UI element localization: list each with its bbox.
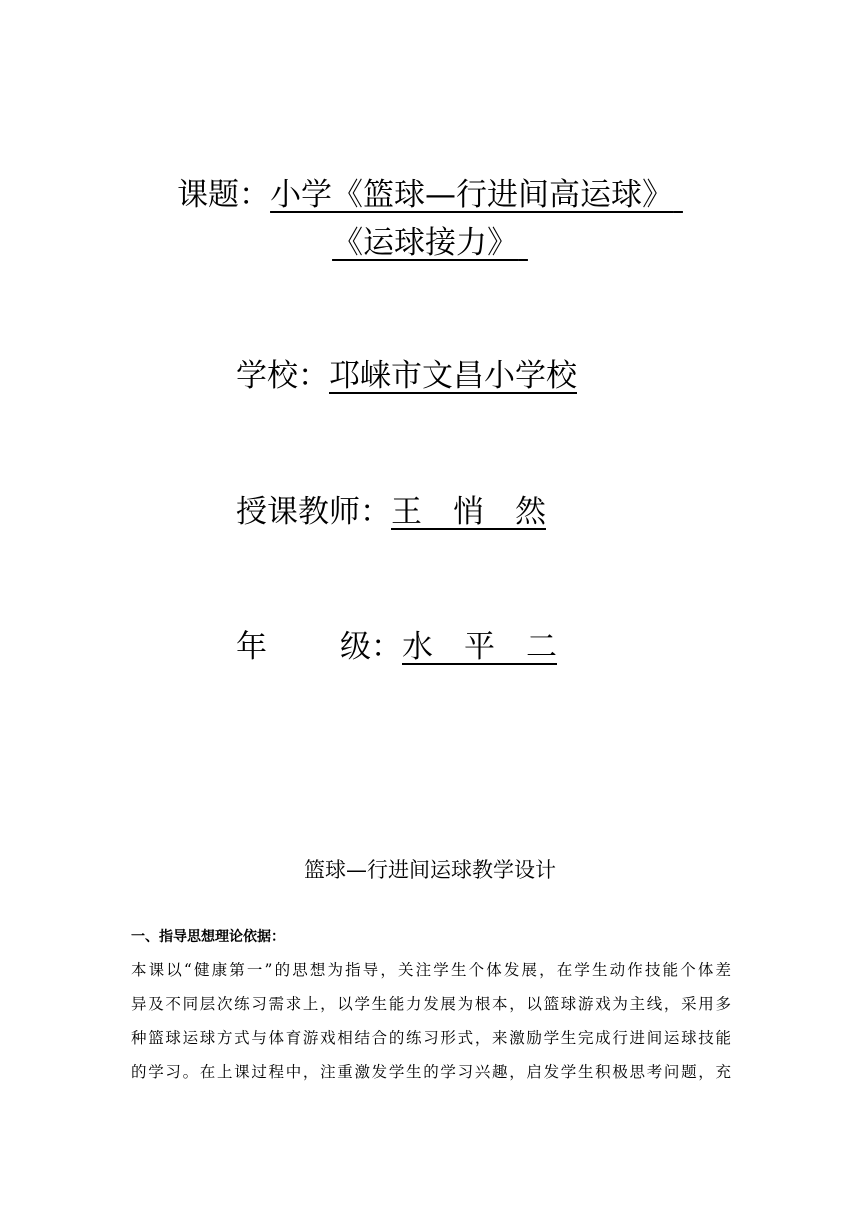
- cover-grade-value: 水 平 二: [402, 629, 557, 665]
- design-title: 篮球—行进间运球教学设计: [304, 858, 556, 882]
- cover-school: [236, 356, 577, 396]
- cover-title-underline-tail-2: [518, 225, 528, 261]
- paragraph-line: 的学习。在上课过程中，注重激发学生的学习兴趣，启发学生积极思考问题，充: [131, 1063, 731, 1081]
- cover-title: [0, 175, 860, 215]
- cover-teacher-value: 王 悄 然: [391, 494, 546, 530]
- paragraph-line: 种篮球运球方式与体育游戏相结合的练习形式，来激励学生完成行进间运球技能: [131, 1029, 731, 1047]
- cover-title-value-line1: 小学《篮球—行进间高运球》: [270, 177, 674, 213]
- cover-grade: [236, 627, 557, 667]
- cover-title-underline-tail: [673, 177, 683, 213]
- cover-title-label: 课题：: [177, 177, 271, 213]
- section-heading: 一、指导思想理论依据：: [131, 929, 285, 945]
- cover-school-label: 学校：: [236, 358, 329, 394]
- cover-school-value: 邛崃市文昌小学校: [329, 358, 577, 394]
- paragraph-line: 异及不同层次练习需求上，以学生能力发展为根本，以篮球游戏为主线，采用多: [131, 995, 731, 1013]
- cover-grade-label-second: 级：: [340, 629, 402, 665]
- cover-teacher-label: 授课教师：: [236, 494, 391, 530]
- paragraph-line: 本课以“健康第一”的思想为指导，关注学生个体发展，在学生动作技能个体差: [131, 961, 731, 979]
- cover-grade-label-first: 年: [236, 629, 267, 665]
- cover-title-value-line2: 《运球接力》: [332, 225, 519, 261]
- cover-teacher: [236, 492, 546, 532]
- cover-title-continued: [0, 223, 860, 263]
